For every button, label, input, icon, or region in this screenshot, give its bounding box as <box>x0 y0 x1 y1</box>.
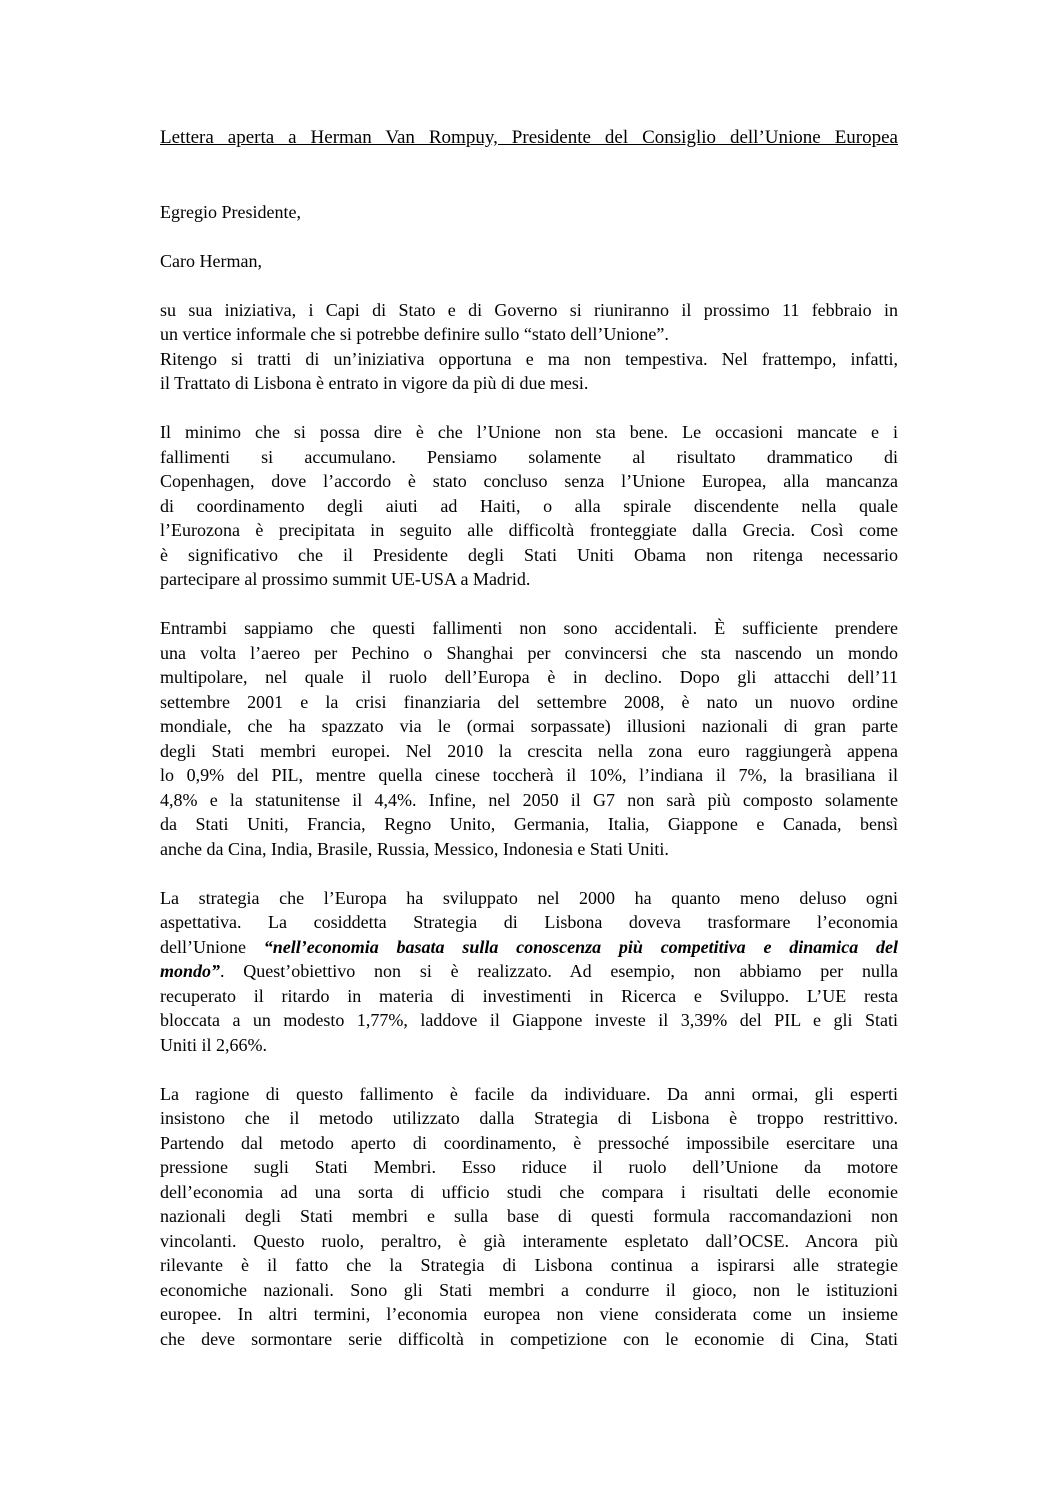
text-line <box>160 1204 898 1229</box>
text-line <box>160 322 898 347</box>
text-segment: lo 0,9% del PIL, mentre quella cinese toccherà il 10%, l’indiana il 7%, la brasiliana il <box>160 765 898 785</box>
text-line <box>160 494 898 519</box>
emphasized-text-segment: “nell’economia basata sulla conoscenza più competitiva e dinamica del <box>263 936 898 957</box>
text-segment: di coordinamento degli aiuti ad Haiti, o alla spirale discendente nella quale <box>160 495 898 516</box>
text-line <box>160 420 898 445</box>
letter-body <box>160 298 898 1352</box>
text-line <box>160 445 898 470</box>
text-segment: . Quest’obiettivo non si è realizzato. Ad esempio, non abbiamo per nulla <box>220 961 898 981</box>
text-segment: è significativo che il Presidente degli Stati Uniti Obama non ritenga necessario <box>160 544 898 565</box>
text-line <box>160 1082 898 1107</box>
text-segment: partecipare al prossimo summit UE-USA a Madrid. <box>160 569 531 589</box>
text-line <box>160 959 898 984</box>
text-segment: anche da Cina, India, Brasile, Russia, Messico, Indonesia e Stati Uniti. <box>160 838 669 859</box>
text-line <box>160 1008 898 1033</box>
text-segment: dell’Unione <box>160 936 264 957</box>
text-segment: da Stati Uniti, Francia, Regno Unito, Germania, Italia, Giappone e Canada, bensì <box>160 814 898 834</box>
text-segment: 4,8% e la statunitense il 4,4%. Infine, nel 2050 il G7 non sarà più composto solamente <box>160 789 898 810</box>
text-line <box>160 763 898 788</box>
text-line <box>160 567 898 592</box>
letter-title: Lettera aperta a Herman Van Rompuy, Presidente del Consiglio dell’Unione Europea <box>160 127 898 148</box>
text-line <box>160 1180 898 1205</box>
text-segment: su sua iniziativa, i Capi di Stato e di Governo si riuniranno il prossimo 11 febbraio in <box>160 299 898 320</box>
text-segment: settembre 2001 e la crisi finanziaria del settembre 2008, è nato un nuovo ordine <box>160 691 898 712</box>
text-line <box>160 1327 898 1352</box>
text-segment: bloccata a un modesto 1,77%, laddove il Giappone investe il 3,39% del PIL e gli Stati <box>160 1010 898 1030</box>
text-segment: multipolare, nel quale il ruolo dell’Europa è in declino. Dopo gli attacchi dell’11 <box>160 667 898 687</box>
text-segment: l’Eurozona è precipitata in seguito alle difficoltà fronteggiate dalla Grecia. Così come <box>160 520 898 540</box>
text-segment: il Trattato di Lisbona è entrato in vigore da più di due mesi. <box>160 373 589 393</box>
text-line <box>160 886 898 911</box>
text-segment: La strategia che l’Europa ha sviluppato nel 2000 ha quanto meno deluso ogni <box>160 887 898 908</box>
paragraph <box>160 1082 898 1352</box>
text-segment: europee. In altri termini, l’economia europea non viene considerata come un insieme <box>160 1304 898 1324</box>
text-line <box>160 543 898 568</box>
text-line <box>160 1106 898 1131</box>
text-line <box>160 739 898 764</box>
text-line <box>160 1155 898 1180</box>
text-line <box>160 298 898 323</box>
salutation-formal: Egregio Presidente, <box>160 201 301 222</box>
text-segment: che deve sormontare serie difficoltà in competizione con le economie di Cina, Stati <box>160 1328 898 1349</box>
paragraph <box>160 298 898 396</box>
text-line <box>160 347 898 372</box>
text-segment: una volta l’aereo per Pechino o Shanghai per convincersi che sta nascendo un mondo <box>160 642 898 663</box>
text-segment: dell’economia ad una sorta di ufficio studi che compara i risultati delle economie <box>160 1181 898 1202</box>
text-segment: economiche nazionali. Sono gli Stati membri a condurre il gioco, non le istituzioni <box>160 1279 898 1300</box>
text-line <box>160 1131 898 1156</box>
text-segment: mondiale, che ha spazzato via le (ormai sorpassate) illusioni nazionali di gran parte <box>160 716 898 736</box>
text-line <box>160 714 898 739</box>
text-line <box>160 616 898 641</box>
paragraph <box>160 886 898 1058</box>
letter-content <box>160 126 898 1376</box>
salutation-informal: Caro Herman, <box>160 250 262 271</box>
text-line <box>160 1229 898 1254</box>
text-segment: La ragione di questo fallimento è facile da individuare. Da anni ormai, gli esperti <box>160 1083 898 1104</box>
text-line <box>160 812 898 837</box>
text-line <box>160 518 898 543</box>
text-line <box>160 665 898 690</box>
text-line <box>160 910 898 935</box>
text-line <box>160 837 898 862</box>
text-line <box>160 469 898 494</box>
text-segment: degli Stati membri europei. Nel 2010 la crescita nella zona euro raggiungerà appena <box>160 740 898 761</box>
text-segment: un vertice informale che si potrebbe definire sullo “stato dell’Unione”. <box>160 324 669 344</box>
text-line <box>160 1033 898 1058</box>
text-segment: vincolanti. Questo ruolo, peraltro, è già interamente espletato dall’OCSE. Ancora più <box>160 1230 898 1251</box>
emphasized-text-segment: mondo” <box>160 961 221 981</box>
text-line <box>160 641 898 666</box>
text-segment: recuperato il ritardo in materia di investimenti in Ricerca e Sviluppo. L’UE resta <box>160 985 898 1006</box>
text-line <box>160 984 898 1009</box>
text-segment: aspettativa. La cosiddetta Strategia di Lisbona doveva trasformare l’economia <box>160 912 898 932</box>
text-segment: nazionali degli Stati membri e sulla base di questi formula raccomandazioni non <box>160 1206 898 1226</box>
text-segment: Copenhagen, dove l’accordo è stato concluso senza l’Unione Europea, alla mancanza <box>160 471 898 491</box>
text-line <box>160 1278 898 1303</box>
paragraph <box>160 616 898 861</box>
text-line <box>160 690 898 715</box>
text-segment: Partendo dal metodo aperto di coordinamento, è pressoché impossibile esercitare una <box>160 1132 898 1153</box>
text-segment: Il minimo che si possa dire è che l’Unione non sta bene. Le occasioni mancate e i <box>160 422 898 442</box>
text-segment: insistono che il metodo utilizzato dalla Strategia di Lisbona è troppo restrittivo. <box>160 1108 898 1128</box>
text-line <box>160 1302 898 1327</box>
text-segment: pressione sugli Stati Membri. Esso riduce il ruolo dell’Unione da motore <box>160 1157 898 1177</box>
text-line <box>160 1253 898 1278</box>
text-segment: Entrambi sappiamo che questi fallimenti non sono accidentali. È sufficiente prendere <box>160 618 898 638</box>
text-line <box>160 788 898 813</box>
text-line <box>160 371 898 396</box>
text-segment: rilevante è il fatto che la Strategia di Lisbona continua a ispirarsi alle strategie <box>160 1255 898 1275</box>
paragraph <box>160 420 898 592</box>
text-line <box>160 935 898 960</box>
text-segment: Ritengo si tratti di un’iniziativa opportuna e ma non tempestiva. Nel frattempo, infatti, <box>160 348 898 369</box>
text-segment: fallimenti si accumulano. Pensiamo solamente al risultato drammatico di <box>160 446 898 467</box>
text-segment: Uniti il 2,66%. <box>160 1034 267 1055</box>
